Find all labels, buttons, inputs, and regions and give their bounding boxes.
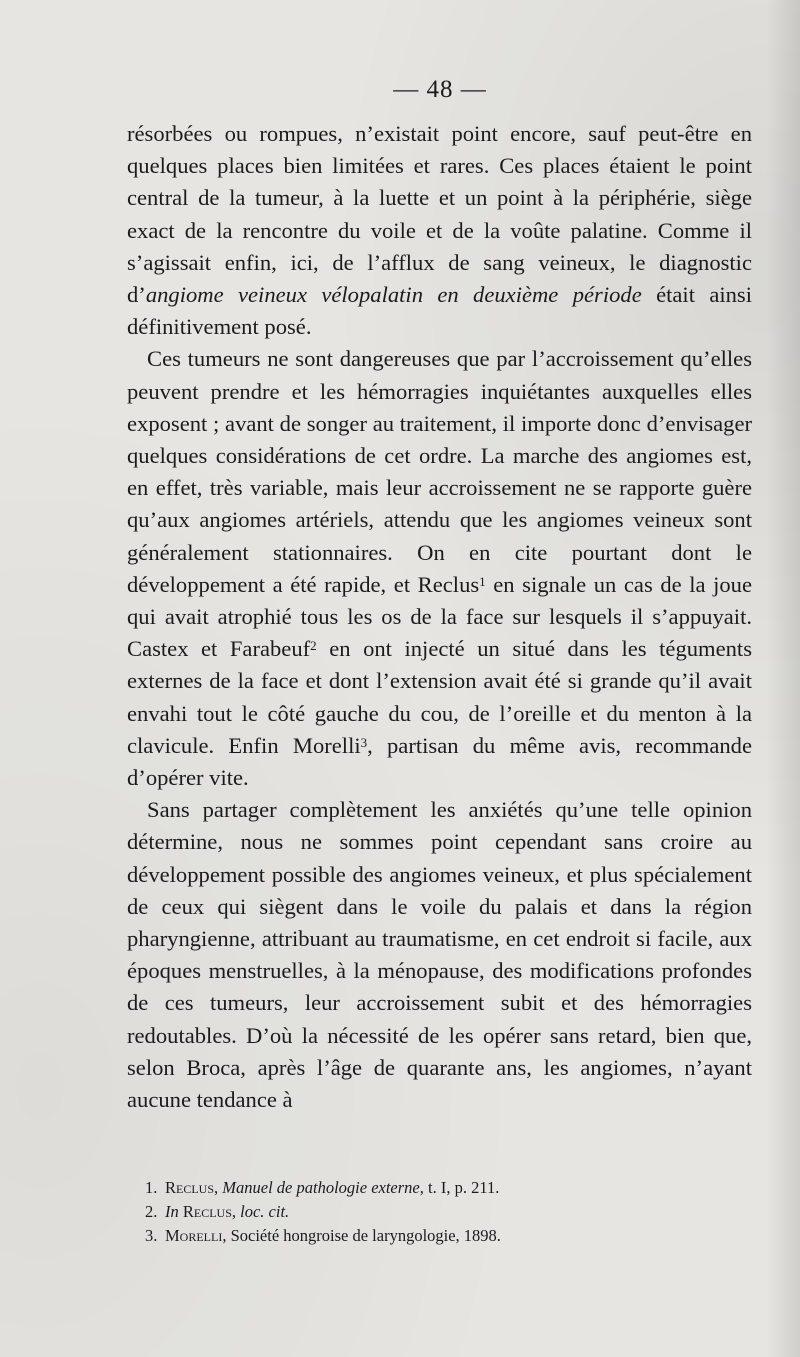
- paragraph-1: [127, 118, 752, 343]
- footnote-ref-1: 1: [479, 573, 486, 589]
- body-text: [127, 118, 752, 1116]
- footnote-1-sep: ,: [214, 1178, 223, 1197]
- footnote-ref-2: 2: [310, 638, 317, 654]
- footnote-1-rest: , t. I, p. 211.: [419, 1178, 500, 1197]
- footnote-2-author: Reclus: [182, 1202, 232, 1221]
- footnote-3-rest: , Société hongroise de laryngologie, 1898.: [222, 1226, 501, 1245]
- paragraph-2: [127, 343, 752, 794]
- footnote-3: [145, 1224, 745, 1248]
- footnote-3-number: 3.: [145, 1226, 158, 1245]
- paragraph-3-text: Sans partager complètement les anxiétés qu’une telle opinion détermine, nous ne sommes point cependant sans croire au développement possible des angiomes veineux, et plus spécialement de ceux qui siègent dans le voile du palais et dans la région pharyngienne, attribuant au traumatisme, en cet endroit si facile, aux époques menstruelles, à la ménopause, des modifications profondes de ces tumeurs, leur accroissement subit et des hémorragies redoutables. D’où la nécessité de les opérer sans retard, bien que, selon Broca, après l’âge de quarante ans, les angiomes, n’ayant aucune tendance à: [127, 797, 752, 1113]
- footnote-1-title: Manuel de pathologie externe: [222, 1178, 420, 1197]
- footnotes: [145, 1176, 745, 1248]
- diagnosis-italic: angiome veineux vélopalatin en deuxième période: [145, 282, 642, 308]
- footnote-2-number: 2.: [145, 1202, 158, 1221]
- paragraph-2-part-d: , partisan du même avis, recommande d’opérer vite.: [127, 732, 752, 791]
- footnote-1-author: Reclus: [165, 1178, 215, 1197]
- paragraph-1-text: résorbées ou rompues, n’existait point encore, sauf peut-être en quelques places bien limitées et rares. Ces places étaient le point central de la tumeur, à la luette et un point à la périphérie, siège exact de la rencontre du voile et de la voûte palatine. Comme il s’agissait enfin, ici, de l’afflux de sang veineux, le diagnostic d’: [127, 121, 752, 308]
- footnote-3-author: Morelli: [165, 1226, 223, 1245]
- paragraph-2-part-c: en ont injecté un situé dans les téguments externes de la face et dont l’extension avait été si grande qu’il avait envahi tout le côté gauche du cou, de l’oreille et du menton à la clavicule. Enfin Morelli: [127, 636, 753, 758]
- paragraph-3: [127, 794, 752, 1116]
- footnote-2-prefix: In: [165, 1202, 179, 1221]
- footnote-1: [145, 1176, 745, 1200]
- footnote-2: [145, 1200, 745, 1224]
- footnote-2-sep: ,: [231, 1202, 241, 1221]
- page-edge-shadow: [766, 0, 800, 1357]
- paragraph-2-part-b: en signale un cas de la joue qui avait atrophié tous les os de la face sur lesquels il s’appuyait. Castex et Farabeuf: [127, 571, 752, 662]
- footnote-ref-3: 3: [360, 734, 368, 750]
- footnote-2-title: loc. cit.: [240, 1202, 290, 1221]
- paragraph-1-end: était ainsi définitivement posé.: [127, 282, 753, 340]
- paragraph-2-part-a: Ces tumeurs ne sont dangereuses que par l’accroissement qu’elles peuvent prendre et les hémorragies inquiétantes auxquelles elles exposent ; avant de songer au traitement, il importe donc d’envisager quelques considérations de cet ordre. La marche des angiomes est, en effet, très variable, mais leur accroissement ne se rapporte guère qu’aux angiomes artériels, attendu que les angiomes veineux sont généralement stationnaires. On en cite pourtant dont le développement a été rapide, et Reclus: [127, 346, 752, 597]
- footnote-1-number: 1.: [145, 1178, 158, 1197]
- page-number: — 48 —: [393, 76, 487, 103]
